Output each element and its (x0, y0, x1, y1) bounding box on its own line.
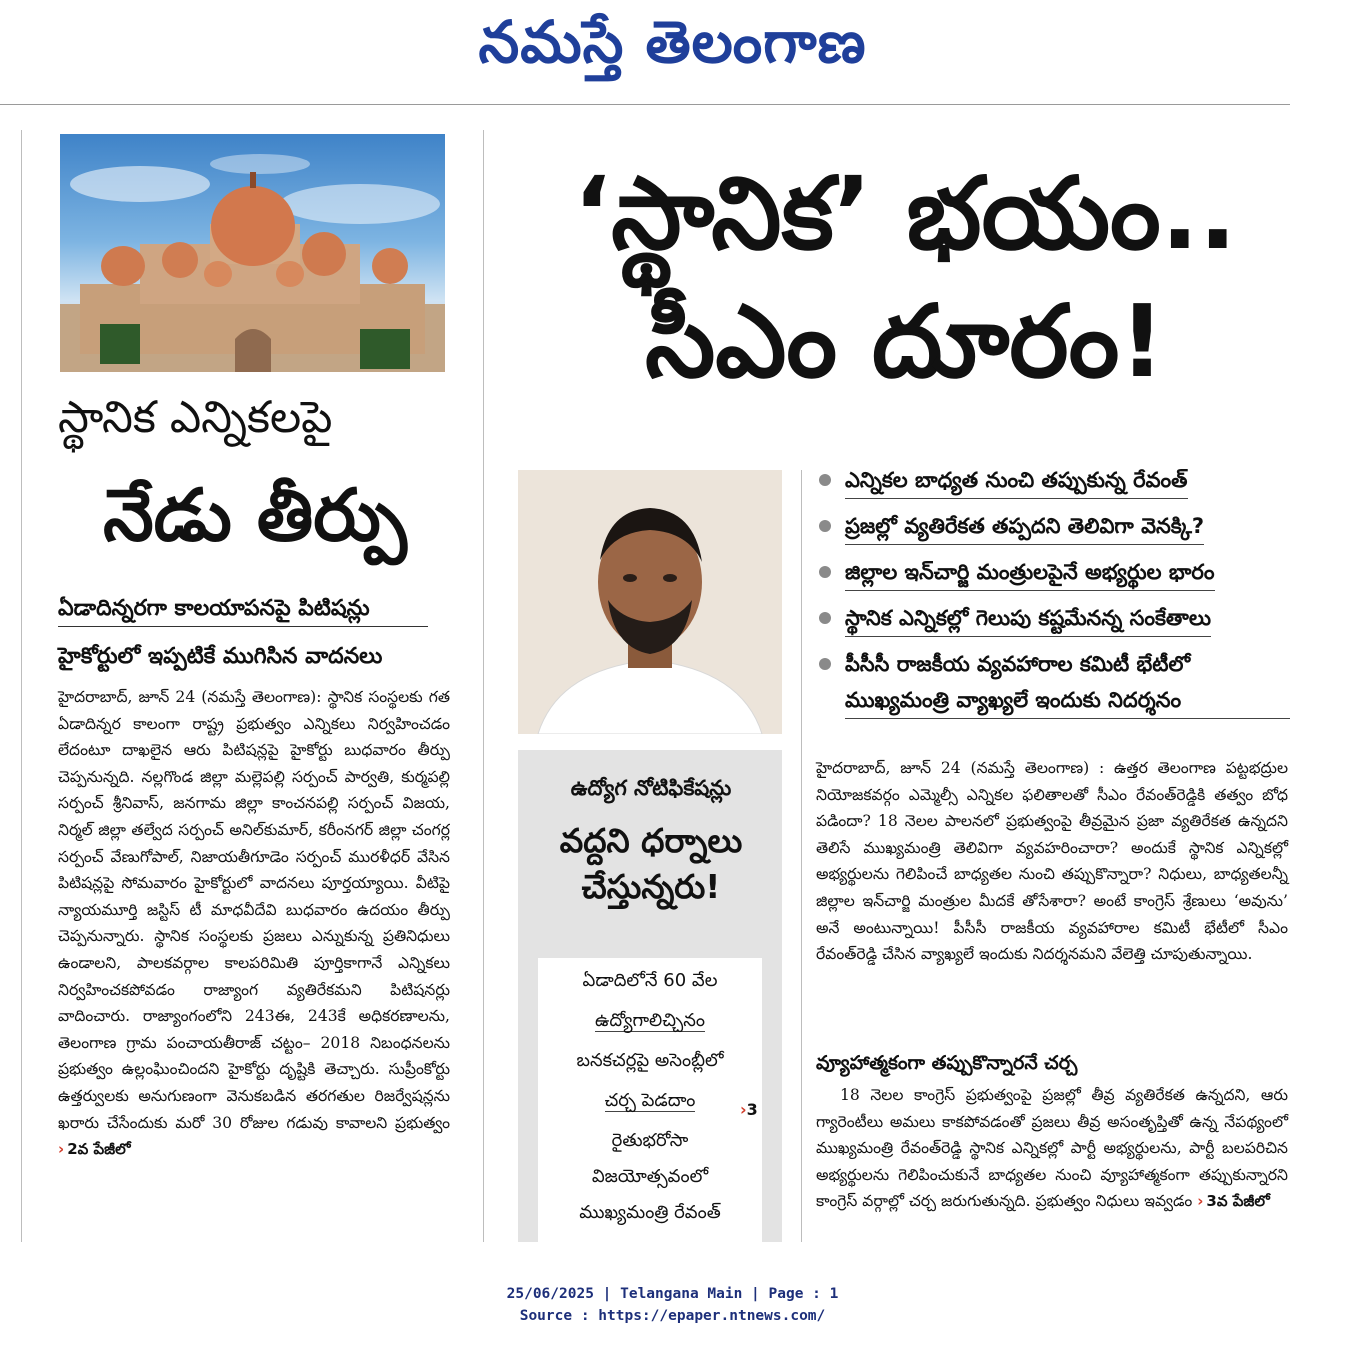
bullet-icon (819, 566, 831, 578)
side-box-page-ref[interactable]: ›3 (740, 1100, 758, 1119)
left-continued-link[interactable] (58, 1140, 131, 1158)
highlight-item: పీసీసీ రాజకీయ వ్యవహారాల కమిటీ భేటీలో ముఖ్యమంత్రి వ్యాఖ్యలే ఇందుకు నిదర్శనం (815, 646, 1290, 719)
left-story-body (58, 684, 450, 1163)
high-court-photo (60, 134, 445, 372)
side-box-item1-line2: ఉద్యోగాలిచ్చినం (594, 1010, 706, 1031)
left-headline-line1: స్థానిక ఎన్నికలపై (58, 392, 333, 443)
highlight-item: ఎన్నికల బాధ్యత నుంచి తప్పుకున్న రేవంత్ (815, 462, 1290, 499)
chevron-right-icon: › (740, 1100, 747, 1119)
side-box-item2-line2: చర్చ పెడదాం (604, 1090, 696, 1111)
column-rule-right (801, 470, 802, 1242)
page-footer (0, 1283, 1345, 1327)
left-continued-label: 2వ పేజీలో (67, 1140, 131, 1159)
bullet-icon (819, 474, 831, 486)
side-box-item1-line1: ఏడాదిలోనే 60 వేల (582, 970, 718, 991)
masthead (0, 0, 1345, 104)
portrait-illustration (518, 470, 782, 734)
main-continued-label: 3వ పేజీలో (1206, 1192, 1270, 1211)
masthead-divider (0, 104, 1290, 105)
highlights-list (815, 462, 1290, 728)
high-court-illustration (60, 134, 445, 372)
main-story-body: హైదరాబాద్, జూన్ 24 (నమస్తే తెలంగాణ) : ఉత్తర తెలంగాణ పట్టభద్రుల నియోజకవర్గం ఎమ్మెల్సీ ఎన్నికల ఫలితాలతో సీఎం రేవంత్‌రెడ్డికి తత్వం బోధ పడిందా? 18 నెలల పాలనలో ప్రభుత్వంపై తీవ్రమైన ప్రజా వ్యతిరేకత ఉన్నదని తెలిసే ముఖ్యమంత్రి తెలివిగా వ్యవహరించారా? అందుకే స్థానిక ఎన్నికల్లో అభ్యర్థులను గెలిపించే బాధ్యతల నుంచి తప్పుకొన్నారా? నిధులు, బాధ్యతలన్నీ జిల్లాల ఇన్‌చార్జి మంత్రుల మీదకే తోసేశారా? అంటే కాంగ్రెస్ శ్రేణులు ‘అవును’ అనే అంటున్నాయి! పీసీసీ రాజకీయ వ్యవహారాల కమిటీ భేటీలో సీఎం రేవంత్‌రెడ్డి చేసిన వ్యాఖ్యలే ఇందుకు నిదర్శనమని వేలెత్తి చూపుతున్నాయి. (816, 759, 1288, 964)
main-continued-link[interactable] (1197, 1192, 1270, 1210)
side-box-headline-1: ఉద్యోగ నోటిఫికేషన్లు (570, 776, 732, 800)
column-rule-left (21, 130, 22, 1242)
bullet-icon (819, 612, 831, 624)
main-story-subhead: వ్యూహాత్మకంగా తప్పుకొన్నారనే చర్చ (816, 1052, 1078, 1074)
chevron-right-icon: › (1197, 1192, 1204, 1211)
left-subhead-1: ఏడాదిన్నరగా కాలయాపనపై పిటిషన్లు (58, 592, 428, 627)
footer-date-page: 25/06/2025 | Telangana Main | Page : 1 (506, 1286, 839, 1302)
footer-source[interactable]: Source : https://epaper.ntnews.com/ (519, 1308, 826, 1324)
side-box-headline-2: వద్దని ధర్నాలు చేస్తున్నరు! (559, 821, 743, 906)
chevron-right-icon: › (58, 1140, 65, 1159)
highlight-item: ప్రజల్లో వ్యతిరేకత తప్పదని తెలివిగా వెనక్కి? (815, 508, 1290, 545)
side-box-item2-line1: బనకచర్లపై అసెంబ్లీలో (576, 1050, 724, 1071)
side-box-item3-line1: రైతుభరోసా (611, 1130, 689, 1151)
main-story-body-2 (816, 1082, 1288, 1215)
main-headline (515, 150, 1295, 406)
side-box-item3-line2: విజయోత్సవంలో (591, 1166, 709, 1187)
highlight-item: స్థానిక ఎన్నికల్లో గెలుపు కష్టమేనన్న సంకేతాలు (815, 600, 1290, 637)
newspaper-logo: నమస్తే తెలంగాణ (478, 8, 867, 76)
chief-minister-photo (518, 470, 782, 734)
left-subhead-2: హైకోర్టులో ఇప్పటికే ముగిసిన వాదనలు (58, 644, 383, 669)
main-headline-line2: సీఎం దూరం! (645, 283, 1165, 400)
bullet-icon (819, 658, 831, 670)
main-headline-line1: ‘స్థానిక’ భయం.. (573, 155, 1237, 272)
main-story-text-2: 18 నెలల కాంగ్రెస్ ప్రభుత్వంపై ప్రజల్లో తీవ్ర వ్యతిరేకత ఉన్నదని, ఆరు గ్యారెంటీలు అమలు కాకపోవడంతో ప్రజలు తీవ్ర అసంతృప్తితో ఉన్న నేపథ్యంలో ముఖ్యమంత్రి రేవంత్‌రెడ్డి స్థానిక ఎన్నికల్లో పార్టీ అభ్యర్థులను, పార్టీ బలపరిచిన అభ్యర్థులను గెలిపించుకునే బాధ్యతల నుంచి వ్యూహాత్మకంగా తప్పుకున్నారని కాంగ్రెస్ వర్గాల్లో చర్చ జరుగుతున్నది. ప్రభుత్వం నిధులు ఇవ్వడం (816, 1086, 1288, 1211)
left-headline-line2: నేడు తీర్పు (103, 473, 407, 557)
bullet-icon (819, 520, 831, 532)
column-rule-middle (483, 130, 484, 1242)
side-box-item3-line3: ముఖ్యమంత్రి రేవంత్ (579, 1202, 721, 1223)
highlight-item: జిల్లాల ఇన్‌చార్జి మంత్రులపైనే అభ్యర్థుల భారం (815, 554, 1290, 591)
left-story-text: హైదరాబాద్, జూన్ 24 (నమస్తే తెలంగాణ): స్థానిక సంస్థలకు గత ఏడాదిన్నర కాలంగా రాష్ట్ర ప్రభుత్వం ఎన్నికలు నిర్వహించడం లేదంటూ దాఖలైన ఆరు పిటిషన్లపై హైకోర్టు బుధవారం తీర్పు చెప్పనున్నది. నల్లగొండ జిల్లా మల్లెపల్లి సర్పంచ్ పార్వతి, కుర్మపల్లి సర్పంచ్ శ్రీనివాస్, జనగామ జిల్లా కాంచనపల్లి సర్పంచ్ విజయ, నిర్మల్ జిల్లా తల్వేద సర్పంచ్ అనిల్‌కుమార్, కరీంనగర్ జిల్లా చంగర్ల సర్పంచ్ వేణుగోపాల్, నిజాయతీగూడెం సర్పంచ్ మురళీధర్ వేసిన పిటిషన్లపై సోమవారం హైకోర్టులో వాదనలు పూర్తయ్యాయి. వీటిపై న్యాయమూర్తి జస్టిస్ టీ మాధవీదేవి బుధవారం ఉదయం తీర్పు చెప్పనున్నారు. స్థానిక సంస్థలకు ప్రజలు ఎన్నుకున్న ప్రతినిధులు ఉండాలని, పాలకవర్గాల కాలపరిమితి పూర్తికాగానే ఎన్నికలు నిర్వహించకపోవడం రాజ్యాంగ వ్యతిరేకమని పిటిషనర్లు వాదించారు. రాజ్యాంగంలోని 243ఈ, 243కే అధికరణాలను, తెలంగాణ గ్రామ పంచాయతీరాజ్ చట్టం– 2018 నిబంధనలను ప్రభుత్వం ఉల్లంఘించిందని హైకోర్టు దృష్టికి తెచ్చారు. సుప్రీంకోర్టు ఉత్తర్వులకు అనుగుణంగా వెనుకబడిన తరగతుల రిజర్వేషన్లను ఖరారు చేసేందుకు మరో 30 రోజుల గడువు కావాలని ప్రభుత్వం (58, 688, 450, 1132)
